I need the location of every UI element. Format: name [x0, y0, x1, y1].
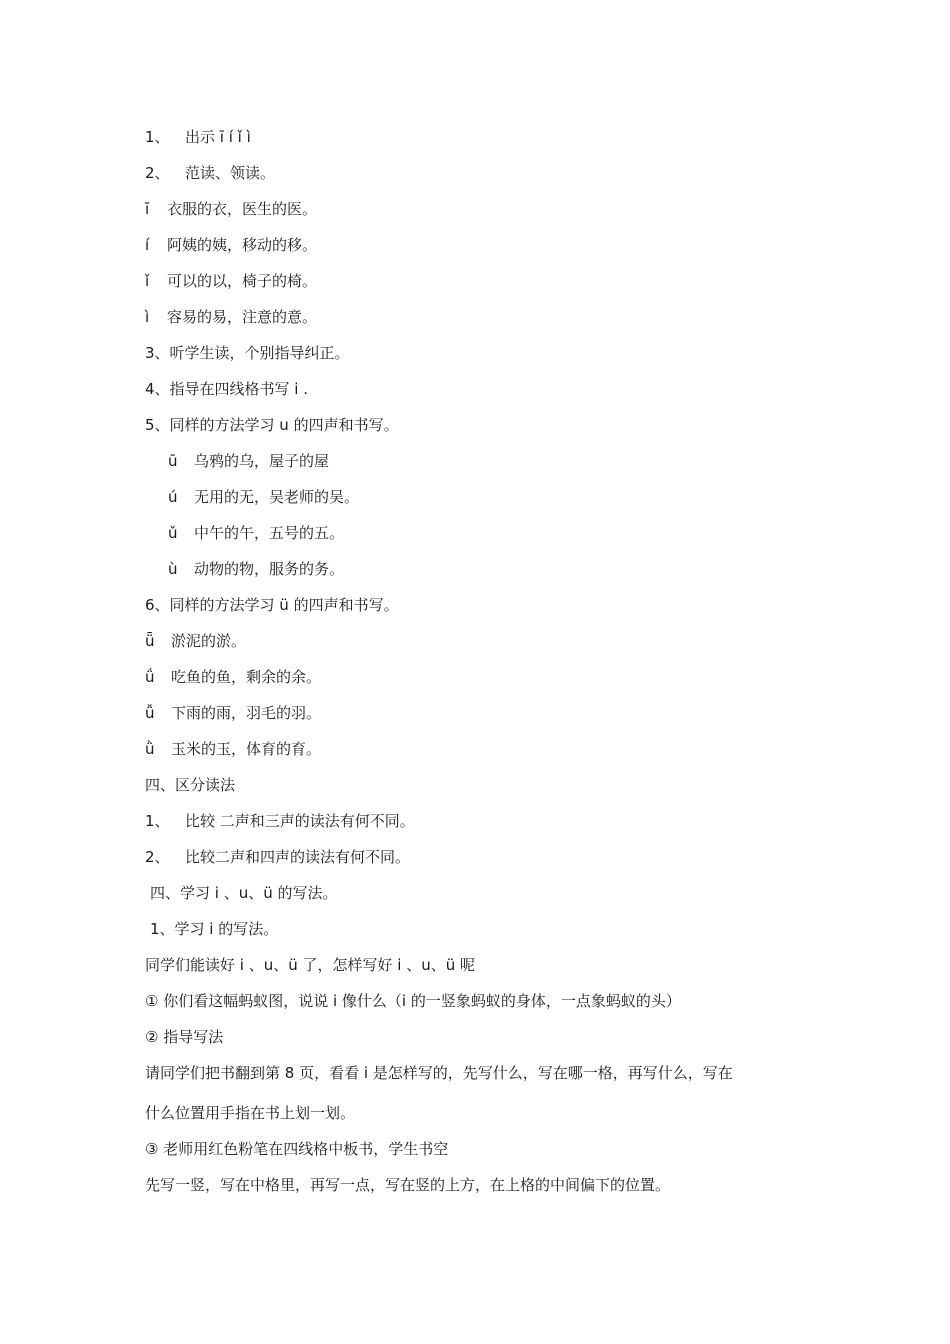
- pinyin-line-u4: [168, 559, 344, 579]
- pinyin-tone: ǖ: [145, 632, 155, 650]
- step-number: 1、: [145, 812, 170, 830]
- example-words: 容易的易，注意的意。: [167, 308, 318, 326]
- step-text: 范读、领读。: [185, 164, 276, 182]
- example-words: 衣服的衣，医生的医。: [167, 200, 318, 218]
- step-number: 1、: [145, 128, 170, 146]
- example-words: 中午的午，五号的五。: [194, 524, 345, 542]
- step-number: 2、: [145, 848, 170, 866]
- pinyin-tone: ǘ: [145, 668, 155, 686]
- example-words: 动物的物，服务的务。: [194, 560, 345, 578]
- pinyin-tone: ī: [145, 200, 150, 218]
- pinyin-line-u1: [168, 451, 329, 471]
- example-words: 乌鸦的乌，屋子的屋: [194, 452, 330, 470]
- pinyin-tone: ǐ: [145, 272, 150, 290]
- step-3: 3、听学生读，个别指导纠正。: [145, 344, 350, 362]
- paragraph: 请同学们把书翻到第 8 页，看看 i 是怎样写的，先写什么，写在哪一格，再写什么，写在: [145, 1064, 733, 1082]
- section-heading: 四、学习 i 、u、ü 的写法。: [150, 884, 338, 902]
- example-words: 下雨的雨，羽毛的羽。: [171, 704, 322, 722]
- example-words: 淤泥的淤。: [171, 632, 247, 650]
- pinyin-line-i2: [145, 235, 317, 255]
- compare-step-1: [145, 811, 415, 831]
- step-5: 5、同样的方法学习 u 的四声和书写。: [145, 416, 399, 434]
- pinyin-tone: ǔ: [168, 524, 178, 542]
- pinyin-line-v3: [145, 703, 321, 723]
- step-text: 比较 二声和三声的读法有何不同。: [185, 812, 415, 830]
- example-words: 无用的无，吴老师的吴。: [194, 488, 360, 506]
- paragraph: 什么位置用手指在书上划一划。: [145, 1104, 356, 1122]
- step-4: 4、指导在四线格书写 i .: [145, 380, 309, 398]
- paragraph: ① 你们看这幅蚂蚁图，说说 i 像什么（i 的一竖象蚂蚁的身体，一点象蚂蚁的头）: [145, 992, 681, 1010]
- pinyin-line-v1: [145, 631, 246, 651]
- pinyin-line-u3: [168, 523, 344, 543]
- step-2: [145, 163, 275, 183]
- example-words: 阿姨的姨，移动的移。: [167, 236, 318, 254]
- pinyin-tone: ǜ: [145, 740, 155, 758]
- pinyin-line-v4: [145, 739, 321, 759]
- pinyin-line-i4: [145, 307, 317, 327]
- step-text: 出示 ī í ǐ ì: [185, 128, 251, 146]
- sub-heading: 1、学习 i 的写法。: [150, 920, 279, 938]
- pinyin-tone: ǚ: [145, 704, 155, 722]
- example-words: 玉米的玉，体育的育。: [171, 740, 322, 758]
- pinyin-tone: ì: [145, 308, 150, 326]
- pinyin-tone: í: [145, 236, 150, 254]
- compare-step-2: [145, 847, 410, 867]
- pinyin-line-i3: [145, 271, 317, 291]
- example-words: 可以的以，椅子的椅。: [167, 272, 318, 290]
- step-1: [145, 127, 251, 147]
- step-6: 6、同样的方法学习 ü 的四声和书写。: [145, 596, 399, 614]
- paragraph: 同学们能读好 i 、u、ü 了，怎样写好 i 、u、ü 呢: [145, 956, 475, 974]
- pinyin-tone: ū: [168, 452, 178, 470]
- pinyin-line-i1: [145, 199, 317, 219]
- pinyin-line-u2: [168, 487, 359, 507]
- section-heading: 四、区分读法: [145, 776, 236, 794]
- paragraph: 先写一竖，写在中格里，再写一点，写在竖的上方，在上格的中间偏下的位置。: [145, 1176, 671, 1194]
- pinyin-tone: ú: [168, 488, 178, 506]
- step-text: 比较二声和四声的读法有何不同。: [185, 848, 411, 866]
- pinyin-line-v2: [145, 667, 321, 687]
- example-words: 吃鱼的鱼，剩余的余。: [171, 668, 322, 686]
- paragraph: ③ 老师用红色粉笔在四线格中板书，学生书空: [145, 1140, 449, 1158]
- paragraph: ② 指导写法: [145, 1028, 224, 1046]
- step-number: 2、: [145, 164, 170, 182]
- pinyin-tone: ù: [168, 560, 178, 578]
